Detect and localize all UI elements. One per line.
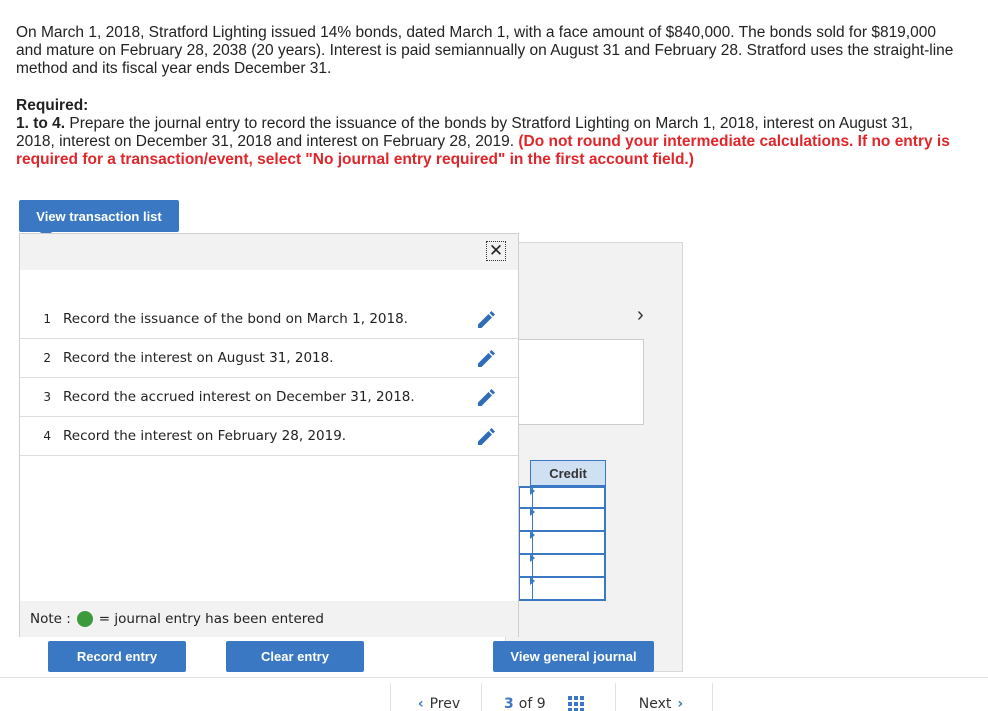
view-general-journal-button[interactable]: View general journal <box>493 641 654 672</box>
transaction-list <box>20 300 518 456</box>
current-page: 3 <box>504 696 514 711</box>
prev-label: Prev <box>429 696 461 711</box>
note-text: = journal entry has been entered <box>98 611 324 627</box>
transaction-text: Record the interest on August 31, 2018. <box>63 350 334 366</box>
credit-input[interactable] <box>532 532 604 553</box>
clear-entry-button[interactable]: Clear entry <box>226 641 364 672</box>
list-item[interactable] <box>20 300 518 339</box>
credit-row <box>518 509 606 532</box>
footer-divider <box>0 677 988 678</box>
credit-input[interactable] <box>532 555 604 576</box>
page-indicator <box>492 683 602 711</box>
transaction-list-popup <box>19 233 519 637</box>
transaction-number: 3 <box>43 390 51 404</box>
credit-input[interactable] <box>532 578 604 599</box>
pencil-icon[interactable] <box>476 427 496 447</box>
list-item[interactable] <box>20 339 518 378</box>
entered-dot-icon <box>77 611 93 627</box>
note-label: Note : <box>30 611 71 627</box>
chevron-left-icon: ‹ <box>417 696 424 711</box>
required-label: Required: <box>16 97 89 114</box>
popup-header <box>20 234 518 270</box>
next-button[interactable] <box>615 683 713 711</box>
pagination <box>0 683 988 711</box>
required-part: 1. to 4. <box>16 115 66 132</box>
view-transaction-list-button[interactable]: View transaction list <box>19 200 179 232</box>
pencil-icon[interactable] <box>476 349 496 369</box>
close-icon[interactable]: ✕ <box>486 241 506 261</box>
next-label: Next <box>638 696 672 711</box>
record-entry-button[interactable]: Record entry <box>48 641 186 672</box>
credit-row <box>518 555 606 578</box>
credit-row <box>518 532 606 555</box>
grid-icon[interactable] <box>568 696 584 711</box>
chevron-right-icon: › <box>677 696 684 711</box>
credit-column <box>518 486 606 601</box>
list-item[interactable] <box>20 417 518 456</box>
required-warning: (Do not round your intermediate calculations. If no entry is required for a transaction/event, select "No journal entry required" in the first account field.) <box>16 133 950 168</box>
credit-input[interactable] <box>532 509 604 530</box>
page-total: of 9 <box>518 696 546 711</box>
transaction-number: 4 <box>43 429 51 443</box>
credit-row <box>518 486 606 509</box>
pencil-icon[interactable] <box>476 310 496 330</box>
prev-button[interactable] <box>390 683 482 711</box>
transaction-text: Record the issuance of the bond on March 1, 2018. <box>63 311 408 327</box>
journal-panel <box>505 242 683 672</box>
transaction-number: 2 <box>43 351 51 365</box>
list-item[interactable] <box>20 378 518 417</box>
pencil-icon[interactable] <box>476 388 496 408</box>
transaction-number: 1 <box>43 312 51 326</box>
transaction-text: Record the accrued interest on December 31, 2018. <box>63 389 415 405</box>
required-instructions <box>16 115 956 169</box>
required-body: Prepare the journal entry to record the issuance of the bonds by Stratford Lighting on March 1, 2018, interest on August 31, 2018, interest on December 31, 2018 and interest on February 28, 2019. <box>16 115 913 150</box>
entry-legend-note <box>20 601 518 637</box>
credit-column-header: Credit <box>530 460 606 486</box>
next-entry-chevron-icon[interactable]: › <box>637 304 644 326</box>
credit-row <box>518 578 606 601</box>
transaction-text: Record the interest on February 28, 2019. <box>63 428 347 444</box>
problem-statement: On March 1, 2018, Stratford Lighting issued 14% bonds, dated March 1, with a face amount of $840,000. The bonds sold for $819,000 and mature on February 28, 2038 (20 years). Interest is paid semiannually on August 31 and February 28. Stratford uses the straight-line method and its fiscal year ends December 31. <box>16 24 954 77</box>
journal-description-box <box>505 339 644 425</box>
credit-input[interactable] <box>532 488 604 507</box>
